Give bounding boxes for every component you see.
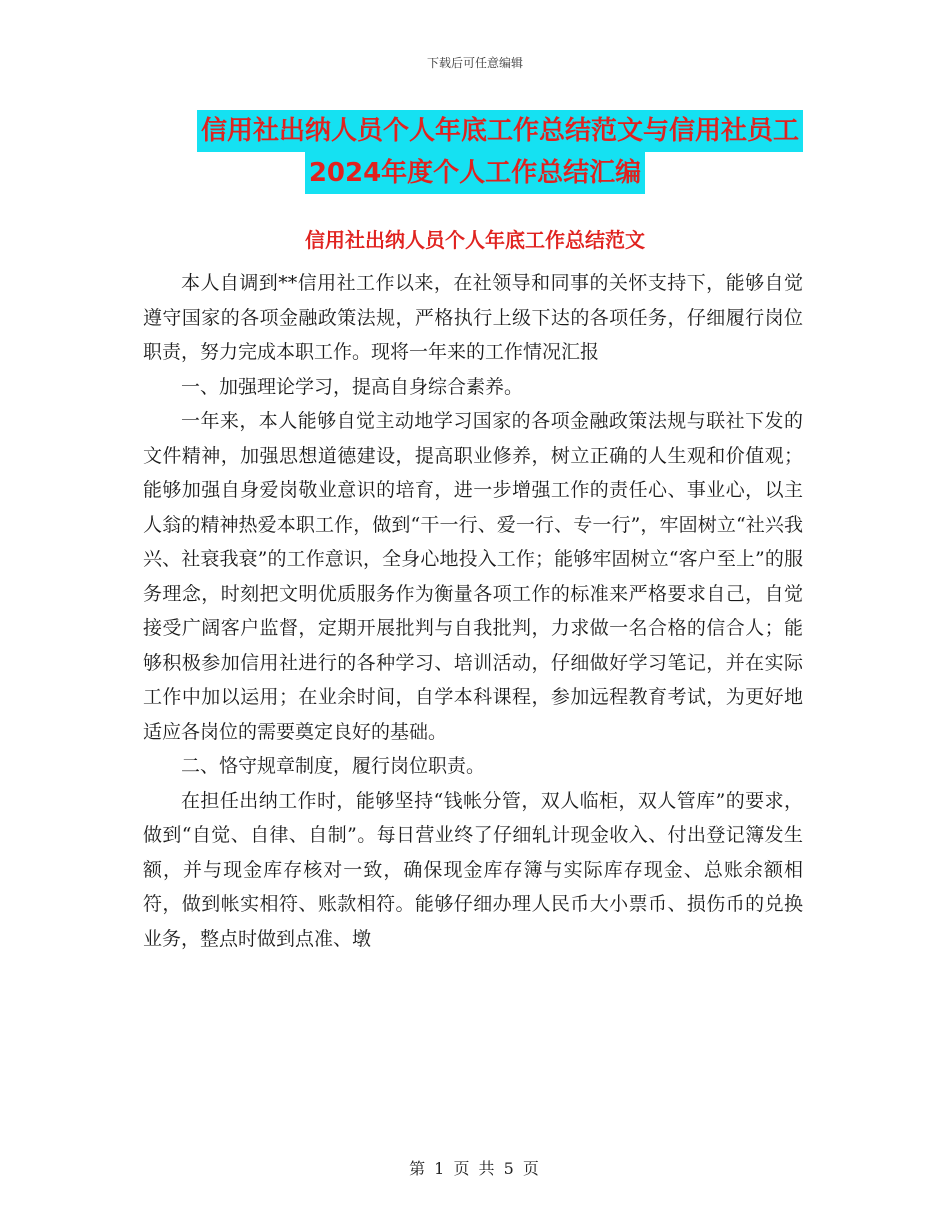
page-footer: 第 1 页 共 5 页 (409, 1159, 541, 1178)
main-title (140, 110, 810, 194)
main-title-line-2: 2024年度个人工作总结汇编 (305, 152, 645, 194)
paragraph-duties: 在担任出纳工作时，能够坚持“钱帐分管，双人临柜，双人管库”的要求，做到“自觉、自律、自制”。每日营业终了仔细轧计现金收入、付出登记簿发生额，并与现金库存核对一致，确保现金库存簿与实际库存现金、总账余额相符，做到帐实相符、账款相符。能够仔细办理人民币大小票币、损伤币的兑换业务，整点时做到点准、墩 (143, 789, 803, 950)
main-title-line-1: 信用社出纳人员个人年底工作总结范文与信用社员工 (197, 110, 803, 152)
document-body (143, 266, 803, 956)
section-title: 信用社出纳人员个人年底工作总结范文 (305, 228, 645, 252)
paragraph-study: 一年来，本人能够自觉主动地学习国家的各项金融政策法规与联社下发的文件精神，加强思想道德建设，提高职业修养，树立正确的人生观和价值观；能够加强自身爱岗敬业意识的培育，进一步增强工作的责任心、事业心，以主人翁的精神热爱本职工作，做到“干一行、爱一行、专一行”，牢固树立“社兴我兴、社衰我衰”的工作意识，全身心地投入工作；能够牢固树立“客户至上”的服务理念，时刻把文明优质服务作为衡量各项工作的标准来严格要求自己，自觉接受广阔客户监督，定期开展批判与自我批判，力求做一名合格的信合人；能够积极参加信用社进行的各种学习、培训活动，仔细做好学习笔记，并在实际工作中加以运用；在业余时间，自学本科课程，参加远程教育考试，为更好地适应各岗位的需要奠定良好的基础。 (143, 410, 803, 743)
heading-one: 一、加强理论学习，提高自身综合素养。 (181, 375, 524, 398)
heading-two: 二、恪守规章制度，履行岗位职责。 (181, 755, 486, 777)
paragraph-intro: 本人自调到**信用社工作以来，在社领导和同事的关怀支持下，能够自觉遵守国家的各项金融政策法规，严格执行上级下达的各项任务，仔细履行岗位职责，努力完成本职工作。现将一年来的工作情况汇报 (143, 272, 803, 363)
header-note: 下载后可任意编辑 (426, 56, 523, 70)
